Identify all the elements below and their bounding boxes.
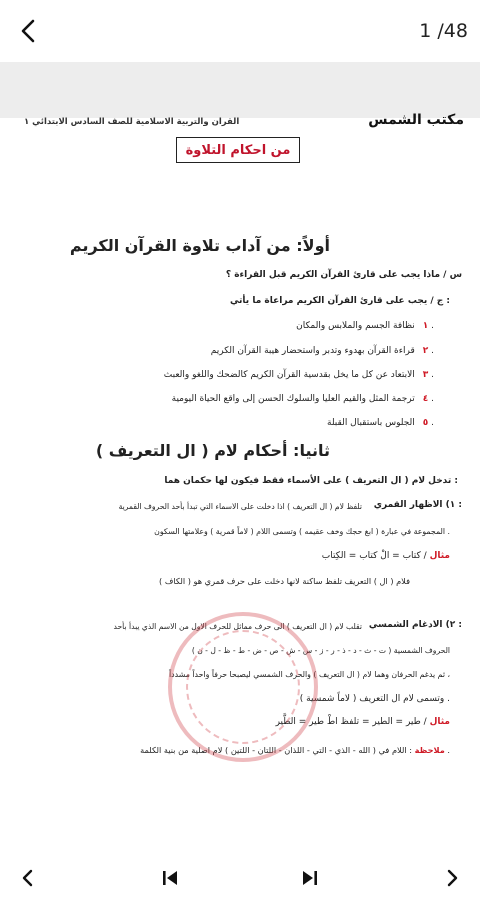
list-item: ٣الابتعاد عن كل ما يخل بقدسية القرآن الكريم كالضحك واللغو والعبث .	[163, 370, 434, 380]
back-chevron-icon[interactable]	[14, 16, 44, 46]
note-line: ملاحظة : اللام في ( الله - الذي - التي - اللذان - اللتان - اللتين ) لام اصلية من بنية الكلمة .	[140, 745, 450, 755]
next-page-chevron-icon[interactable]	[440, 866, 464, 890]
rule2-line3: ثم يدغم الحرفان وهما لام ( ال التعريف ) والحرف الشمسي ليصبحا حرفاً واحداً مشدداً ،	[169, 670, 450, 679]
bottom-navigation-bar	[0, 795, 480, 900]
rule1-line1: تلفظ لام ( ال التعريف ) اذا دخلت على الاسماء التي تبدأ بأحد الحروف القمرية	[118, 502, 362, 511]
question-line: س / ماذا يجب على قارئ القرآن الكريم قبل القراءة ؟	[225, 270, 462, 280]
rule1-line2: المجموعة في عبارة ( ابغ حجك وخف عقيمه ) وتسمى اللام ( لاماً قمرية ) وعلامتها السكون .	[154, 527, 450, 536]
list-item: ١نظافة الجسم والملابس والمكان .	[296, 321, 434, 331]
list-item: ٥الجلوس باستقبال القبلة .	[327, 418, 434, 428]
rule2-line1: تقلب لام ( ال التعريف ) الى حرف مماثل للحرف الاول من الاسم الذي يبدأ بأحد	[113, 622, 362, 631]
list-item: ٤ترجمة المثل والقيم العليا والسلوك الحسن إلى واقع الحياة اليومية .	[171, 394, 434, 404]
title-box	[176, 137, 300, 163]
title-box-label: من احكام التلاوة	[185, 142, 291, 158]
skip-to-last-icon[interactable]	[298, 866, 322, 890]
answer-intro: ج / يجب على قارئ القرآن الكريم مراعاة ما يأتي :	[229, 296, 450, 306]
rule2-line2: الحروف الشمسية ( ت - ث - د - ذ - ر - ز - س - ش - ص - ض - ط - ظ - ل - ن )	[191, 646, 450, 655]
example2-line: مثال / طير = الطير = تلفظ اطْ طير = الطَّير	[275, 717, 450, 727]
example1-note: فلام ( ال ) التعريف تلفظ ساكنة لانها دخلت على حرف قمري هو ( الكاف )	[159, 576, 410, 586]
list-item: ٢قراءة القرآن بهدوء وتدبر واستحضار هيبة القرآن الكريم .	[210, 346, 434, 356]
rule2-title: ٢) الادغام الشمسي :	[368, 620, 462, 630]
section1-title: أولاً: من آداب تلاوة القرآن الكريم	[69, 236, 330, 255]
rule2-line4: وتسمى لام ال التعريف ( لاماً شمسية ) .	[299, 694, 450, 704]
prev-page-chevron-icon[interactable]	[16, 866, 40, 890]
stamp-seal	[168, 612, 318, 762]
page-indicator: 1 /48	[419, 20, 468, 42]
section2-intro: تدخل لام ( ال التعريف ) على الأسماء فقط فيكون لها حكمان هما :	[164, 476, 458, 486]
section2-title: ثانيا: أحكام لام ( ال التعريف )	[95, 441, 330, 460]
skip-to-first-icon[interactable]	[158, 866, 182, 890]
top-bar	[0, 0, 480, 62]
doc-header-subject: القران والتربية الاسلامية للصف السادس الابتدائي ١	[24, 117, 240, 127]
example1-line: مثال / كتاب = الْ كتاب = الكِتاب	[321, 551, 450, 561]
doc-header-office: مكتب الشمس	[368, 112, 464, 128]
rule1-title: ١) الاظهار القمري :	[373, 500, 462, 510]
